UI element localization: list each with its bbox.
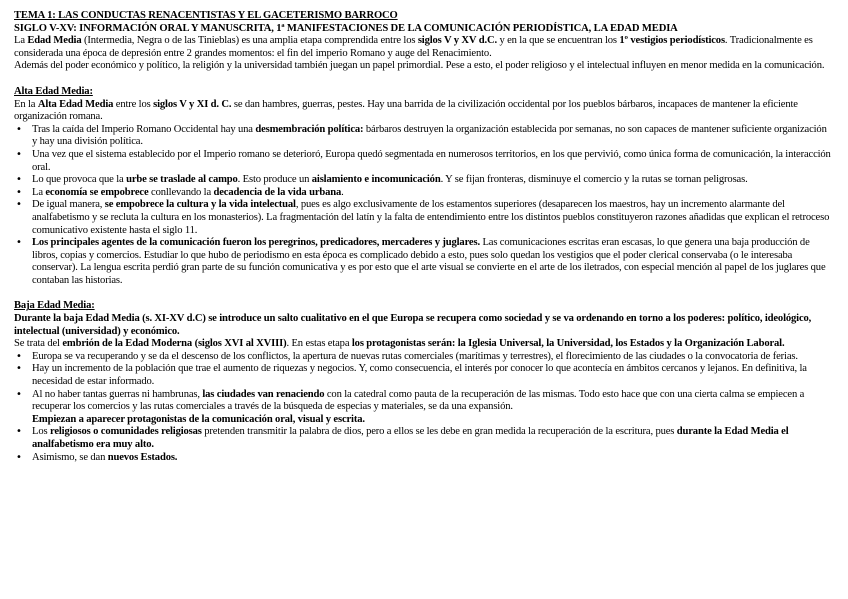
document-title: TEMA 1: LAS CONDUCTAS RENACENTISTAS Y EL GACETERISMO BARROCO (14, 10, 398, 21)
baja-paragraph-2: Se trata del embrión de la Edad Moderna (siglos XVI al XVIII). En estas etapa los protagonistas serán: la Iglesia Universal, la Universidad, los Estados y la Organización Laboral. (14, 338, 785, 350)
list-item: • Al no haber tantas guerras ni hambrunas, las ciudades van renaciendo con la catedral como pauta de la recuperación de las mismas. Todo esto hace que con una cierta calma se empiecen a recuperar los comercios y las rutas comerciales a través de la búsqueda de especias y materiales, se da una expansión. (14, 389, 834, 414)
alta-edad-media-heading: Alta Edad Media: (14, 85, 93, 97)
alta-bullet-list (14, 124, 834, 288)
baja-bullet-list (14, 351, 834, 414)
list-item: • Hay un incremento de la población que trae el aumento de riquezas y negocios. Y, como consecuencia, el interés por conocer lo que acontecía en ámbitos cercanos y lejanos. En definitiva, la necesidad de estar informado. (14, 363, 834, 388)
baja-paragraph-1: Durante la baja Edad Media (s. XI-XV d.C) se introduce un salto cualitativo en el que Europa se recupera como sociedad y se va ordenando en torno a los poderes: político, ideológico, intelectual (universidad) y económico. (14, 313, 812, 337)
baja-indented-note: Empiezan a aparecer protagonistas de la comunicación oral, visual y escrita. (32, 413, 365, 425)
list-item: • Los principales agentes de la comunicación fueron los peregrinos, predicadores, mercaderes y juglares. Las comunicaciones escritas eran escasas, lo que genera una baja producción de libros, copias y comercios. Estudiar lo que hubo de periodismo en esta época es complicado debido a esto, pues solo quedan los vestigios que el poder clerical conservaba (o le interesaba conservar). La lengua escrita perdió gran parte de su función comunicativa y es por esto que el arte visual se convierte en el arte de los iletrados, con especial mención al papel de los juglares que contaban las historias. (14, 237, 834, 287)
list-item: • Los religiosos o comunidades religiosas pretenden transmitir la palabra de dios, pero a ellos se les debe en gran medida la recuperación de la escritura, pues durante la Edad Media el analfabetismo era muy alto. (14, 426, 834, 451)
baja-bullet-list-2 (14, 426, 834, 464)
baja-edad-media-heading: Baja Edad Media: (14, 300, 95, 312)
list-item: • Lo que provoca que la urbe se traslade al campo. Esto produce un aislamiento e incomunicación. Y se fijan fronteras, disminuye el comercio y la rutas se tornan peligrosas. (14, 174, 834, 187)
list-item: • Una vez que el sistema establecido por el Imperio romano se deterioró, Europa quedó segmentada en numerosos territorios, en los que pervivió, como única forma de comunicación, la interacción oral. (14, 149, 834, 174)
alta-paragraph: En la Alta Edad Media entre los siglos V y XI d. C. se dan hambres, guerras, pestes. Hay una barrida de la civilización occidental por los pueblos bárbaros, incapaces de mantener la eficiente organización romana. (14, 98, 798, 123)
list-item: • Asimismo, se dan nuevos Estados. (14, 452, 834, 465)
section-subtitle: SIGLO V-XV: INFORMACIÓN ORAL Y MANUSCRITA, 1ª MANIFESTACIONES DE LA COMUNICACIÓN PERIODÍSTICA, LA EDAD MEDIA (14, 22, 678, 34)
list-item: • Europa se va recuperando y se da el descenso de los conflictos, la apertura de nuevas rutas comerciales (marítimas y terrestres), el florecimiento de las ciudades o la convocatoria de ferias. (14, 351, 834, 364)
intro-paragraph-2: Además del poder económico y político, la religión y la universidad también juegan un papel primordial. Pese a esto, el poder religioso y el intelectual influyen en menor medida en la comunicación. (14, 60, 825, 72)
list-item: • La economía se empobrece conllevando la decadencia de la vida urbana. (14, 187, 834, 200)
list-item: • Tras la caída del Imperio Romano Occidental hay una desmembración política: bárbaros destruyen la organización establecida por semanas, no son capaces de mantener suficiente organización y hay una división política. (14, 124, 834, 149)
list-item: • De igual manera, se empobrece la cultura y la vida intelectual, pues es algo exclusivamente de los estamentos superiores (desaparecen los maestros, hay un incremento alarmante del analfabetismo y se recluta la cultura en los monasterios). La fragmentación del latín y la falta de entendimiento entre los distintos pueblos constituyeron razones añadidas que explican el retroceso comunicativo existente hasta el siglo 11. (14, 199, 834, 237)
intro-paragraph: La Edad Media (Intermedia, Negra o de las Tinieblas) es una amplia etapa comprendida entre los siglos V y XV d.C. y en la que se encuentran los 1º vestigios periodísticos. Tradicionalmente es considerada una época de depresión entre 2 grandes momentos: el fin del imperio Romano y auge del Renacimiento. (14, 35, 813, 59)
